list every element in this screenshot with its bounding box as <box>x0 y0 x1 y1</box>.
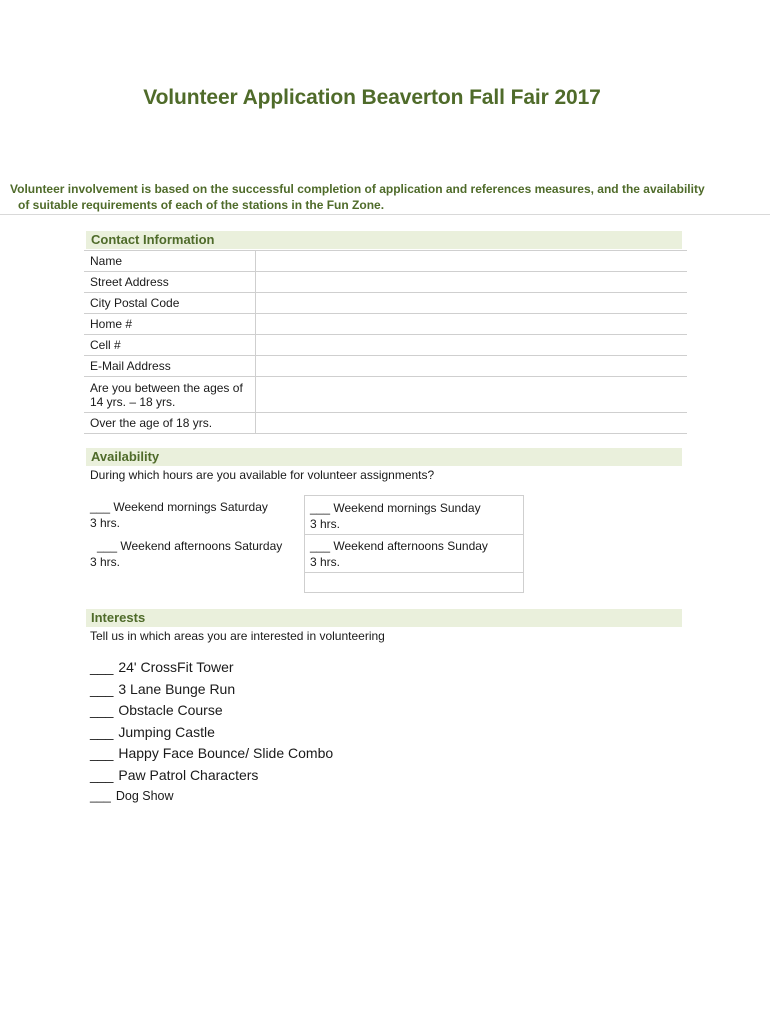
contact-row-age-14-18 <box>84 377 687 413</box>
availability-sunday-box <box>304 495 524 593</box>
interest-blank: ___ <box>90 659 114 675</box>
contact-label: Cell # <box>84 335 256 356</box>
option-weekend-mornings-sunday[interactable] <box>310 500 481 532</box>
email-field[interactable] <box>256 356 688 377</box>
interest-crossfit-tower[interactable] <box>90 657 333 679</box>
contact-row-name <box>84 251 687 272</box>
contact-label: City Postal Code <box>84 293 256 314</box>
contact-row-email <box>84 356 687 377</box>
availability-heading: Availability <box>86 448 682 466</box>
contact-row-cell <box>84 335 687 356</box>
contact-table <box>84 250 687 434</box>
contact-label: Name <box>84 251 256 272</box>
interest-label: Happy Face Bounce/ Slide Combo <box>118 745 334 761</box>
contact-label: Home # <box>84 314 256 335</box>
interests-heading: Interests <box>86 609 682 627</box>
age-14-18-field[interactable] <box>256 377 688 413</box>
cell-phone-field[interactable] <box>256 335 688 356</box>
intro-text <box>10 181 755 213</box>
interest-happy-face-bounce[interactable] <box>90 743 333 765</box>
interest-blank: ___ <box>90 745 114 761</box>
interests-prompt: Tell us in which areas you are interested in volunteering <box>90 629 385 643</box>
option-duration: 3 hrs. <box>310 555 341 569</box>
divider <box>0 214 770 215</box>
interest-label: 24' CrossFit Tower <box>118 659 234 675</box>
contact-row-city <box>84 293 687 314</box>
interest-obstacle-course[interactable] <box>90 700 333 722</box>
intro-line-1: Volunteer involvement is based on the successful completion of application and references measures, and the availability <box>10 182 705 196</box>
box-divider <box>305 534 523 535</box>
interest-paw-patrol[interactable] <box>90 765 333 787</box>
box-divider <box>305 572 523 573</box>
interest-bunge-run[interactable] <box>90 679 333 701</box>
interest-jumping-castle[interactable] <box>90 722 333 744</box>
contact-label: Are you between the ages of 14 yrs. – 18 yrs. <box>84 377 256 413</box>
contact-label: Over the age of 18 yrs. <box>84 413 256 434</box>
interest-blank: ___ <box>90 766 114 783</box>
availability-question: During which hours are you available for volunteer assignments? <box>90 468 435 482</box>
interest-label: Dog Show <box>115 789 174 803</box>
option-blank: ___ <box>310 501 331 515</box>
street-address-field[interactable] <box>256 272 688 293</box>
option-weekend-afternoons-saturday[interactable] <box>90 538 282 570</box>
interest-blank: ___ <box>90 680 114 697</box>
over-18-field[interactable] <box>256 413 688 434</box>
home-phone-field[interactable] <box>256 314 688 335</box>
interest-blank: ___ <box>90 702 114 718</box>
option-label: Weekend afternoons Saturday <box>120 539 283 553</box>
option-blank: ___ <box>90 500 111 514</box>
city-postal-code-field[interactable] <box>256 293 688 314</box>
interest-dog-show[interactable] <box>90 786 333 808</box>
interest-label: Obstacle Course <box>118 702 223 718</box>
contact-row-over-18 <box>84 413 687 434</box>
interest-blank: ___ <box>90 723 114 740</box>
interests-list <box>90 657 333 808</box>
option-duration: 3 hrs. <box>310 517 341 531</box>
option-label: Weekend mornings Saturday <box>113 500 268 514</box>
contact-row-home <box>84 314 687 335</box>
intro-line-2: of suitable requirements of each of the stations in the Fun Zone. <box>18 198 385 212</box>
interest-blank: ___ <box>90 789 111 803</box>
option-blank: ___ <box>97 539 118 553</box>
contact-heading: Contact Information <box>86 231 682 249</box>
interest-label: Paw Patrol Characters <box>118 766 259 783</box>
option-label: Weekend afternoons Sunday <box>333 539 488 553</box>
name-field[interactable] <box>256 251 688 272</box>
option-blank: ___ <box>310 539 331 553</box>
interest-label: 3 Lane Bunge Run <box>118 680 236 697</box>
option-duration: 3 hrs. <box>90 555 121 569</box>
option-label: Weekend mornings Sunday <box>333 501 481 515</box>
contact-label: E-Mail Address <box>84 356 256 377</box>
option-weekend-mornings-saturday[interactable] <box>90 499 268 531</box>
page-title: Volunteer Application Beaverton Fall Fair 2017 <box>143 86 601 109</box>
contact-label: Street Address <box>84 272 256 293</box>
interest-label: Jumping Castle <box>118 723 215 740</box>
contact-row-street <box>84 272 687 293</box>
option-duration: 3 hrs. <box>90 516 121 530</box>
option-weekend-afternoons-sunday[interactable] <box>310 538 488 570</box>
